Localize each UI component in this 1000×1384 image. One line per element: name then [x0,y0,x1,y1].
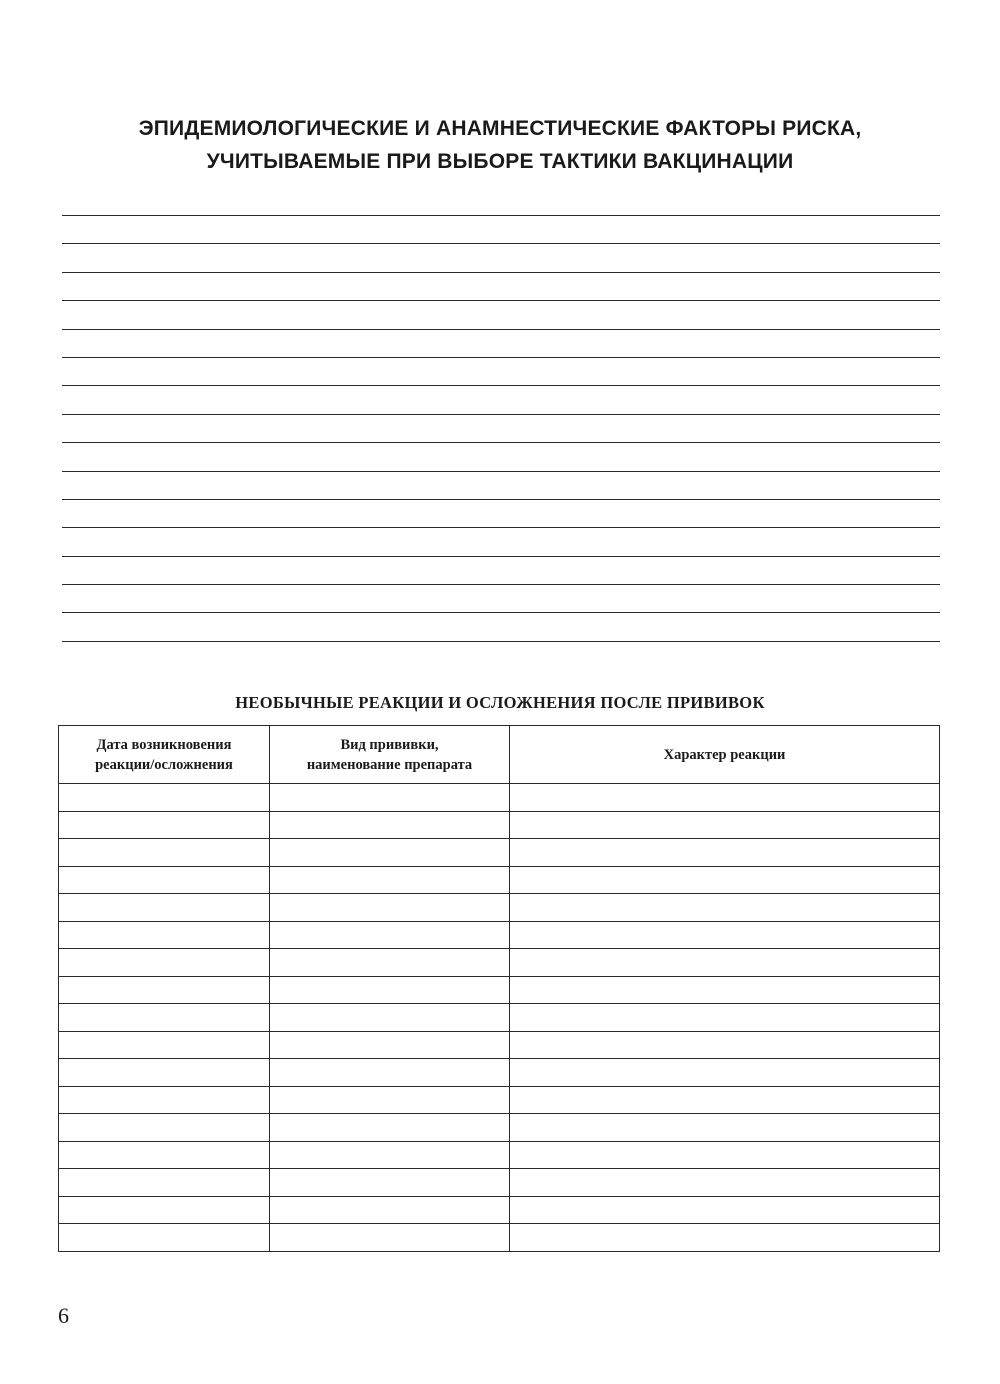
table-cell[interactable] [270,1086,510,1114]
table-cell[interactable] [59,866,270,894]
writing-line[interactable] [62,215,940,216]
table-row [59,1059,940,1087]
table-cell[interactable] [59,1196,270,1224]
writing-line[interactable] [62,641,940,642]
writing-line[interactable] [62,612,940,613]
writing-line[interactable] [62,527,940,528]
table-cell[interactable] [510,949,940,977]
table-row [59,976,940,1004]
table-cell[interactable] [59,1141,270,1169]
table-cell[interactable] [270,894,510,922]
table-cell[interactable] [270,1141,510,1169]
table-cell[interactable] [270,1196,510,1224]
table-cell[interactable] [270,949,510,977]
table-cell[interactable] [510,921,940,949]
table-row [59,1141,940,1169]
writing-line[interactable] [62,471,940,472]
table-cell[interactable] [270,1114,510,1142]
table-cell[interactable] [510,1004,940,1032]
table-cell[interactable] [510,811,940,839]
table-cell[interactable] [270,866,510,894]
writing-line[interactable] [62,357,940,358]
table-cell[interactable] [59,949,270,977]
table-cell[interactable] [59,894,270,922]
writing-line[interactable] [62,300,940,301]
table-cell[interactable] [510,1059,940,1087]
header-reaction-character [510,726,940,784]
writing-line[interactable] [62,499,940,500]
writing-line[interactable] [62,442,940,443]
table-cell[interactable] [510,1141,940,1169]
writing-line[interactable] [62,556,940,557]
table-row [59,811,940,839]
table-row [59,1086,940,1114]
table-cell[interactable] [270,811,510,839]
table-body [59,784,940,1252]
table-cell[interactable] [270,839,510,867]
table-cell[interactable] [59,976,270,1004]
table-row [59,1224,940,1252]
table-cell[interactable] [510,976,940,1004]
table-cell[interactable] [59,839,270,867]
table-cell[interactable] [270,1169,510,1197]
section-title-risk-factors [60,112,940,178]
table-cell[interactable] [510,1031,940,1059]
header-date-line-2: реакции/осложнения [95,756,233,773]
header-vaccine-line-1: Вид прививки, [340,736,439,753]
writing-line[interactable] [62,414,940,415]
table-cell[interactable] [270,1031,510,1059]
reactions-table [58,725,940,1252]
section-title-reactions: НЕОБЫЧНЫЕ РЕАКЦИИ И ОСЛОЖНЕНИЯ ПОСЛЕ ПРИВИВОК [235,693,765,712]
table-cell[interactable] [510,839,940,867]
table-row [59,839,940,867]
table-cell[interactable] [59,1004,270,1032]
writing-line[interactable] [62,385,940,386]
header-date-line-1: Дата возникновения [96,736,232,753]
table-row [59,1114,940,1142]
header-date-of-reaction [59,726,270,784]
table-cell[interactable] [270,1224,510,1252]
table-cell[interactable] [59,1059,270,1087]
table-cell[interactable] [510,1196,940,1224]
table-row [59,1169,940,1197]
table-row [59,1031,940,1059]
table-cell[interactable] [510,866,940,894]
writing-line[interactable] [62,243,940,244]
table-row [59,1196,940,1224]
table-cell[interactable] [510,1114,940,1142]
table-cell[interactable] [59,1169,270,1197]
header-vaccine-line-2: наименование препарата [306,756,473,773]
table-cell[interactable] [270,1059,510,1087]
header-reaction-line-1: Характер реакции [663,746,786,763]
table-row [59,1004,940,1032]
table-cell[interactable] [59,784,270,812]
table-cell[interactable] [510,784,940,812]
table-cell[interactable] [59,1224,270,1252]
writing-line[interactable] [62,584,940,585]
table-row [59,921,940,949]
blank-writing-lines [62,215,940,655]
table-cell[interactable] [510,894,940,922]
writing-line[interactable] [62,272,940,273]
page-number: 6 [58,1303,69,1328]
table-row [59,894,940,922]
table-cell[interactable] [59,1031,270,1059]
title-line-2: УЧИТЫВАЕМЫЕ ПРИ ВЫБОРЕ ТАКТИКИ ВАКЦИНАЦИИ [206,150,794,173]
table-cell[interactable] [510,1224,940,1252]
writing-line[interactable] [62,329,940,330]
table-cell[interactable] [510,1086,940,1114]
table-cell[interactable] [270,921,510,949]
header-vaccine-type [270,726,510,784]
table-cell[interactable] [59,1114,270,1142]
table-row [59,866,940,894]
table-cell[interactable] [270,784,510,812]
title-line-1: ЭПИДЕМИОЛОГИЧЕСКИЕ И АНАМНЕСТИЧЕСКИЕ ФАКТОРЫ РИСКА, [138,117,862,140]
table-row [59,949,940,977]
table-cell[interactable] [510,1169,940,1197]
table-header-row [59,726,940,784]
table-cell[interactable] [59,811,270,839]
table-cell[interactable] [270,1004,510,1032]
table-cell[interactable] [59,921,270,949]
table-row [59,784,940,812]
table-cell[interactable] [59,1086,270,1114]
table-cell[interactable] [270,976,510,1004]
